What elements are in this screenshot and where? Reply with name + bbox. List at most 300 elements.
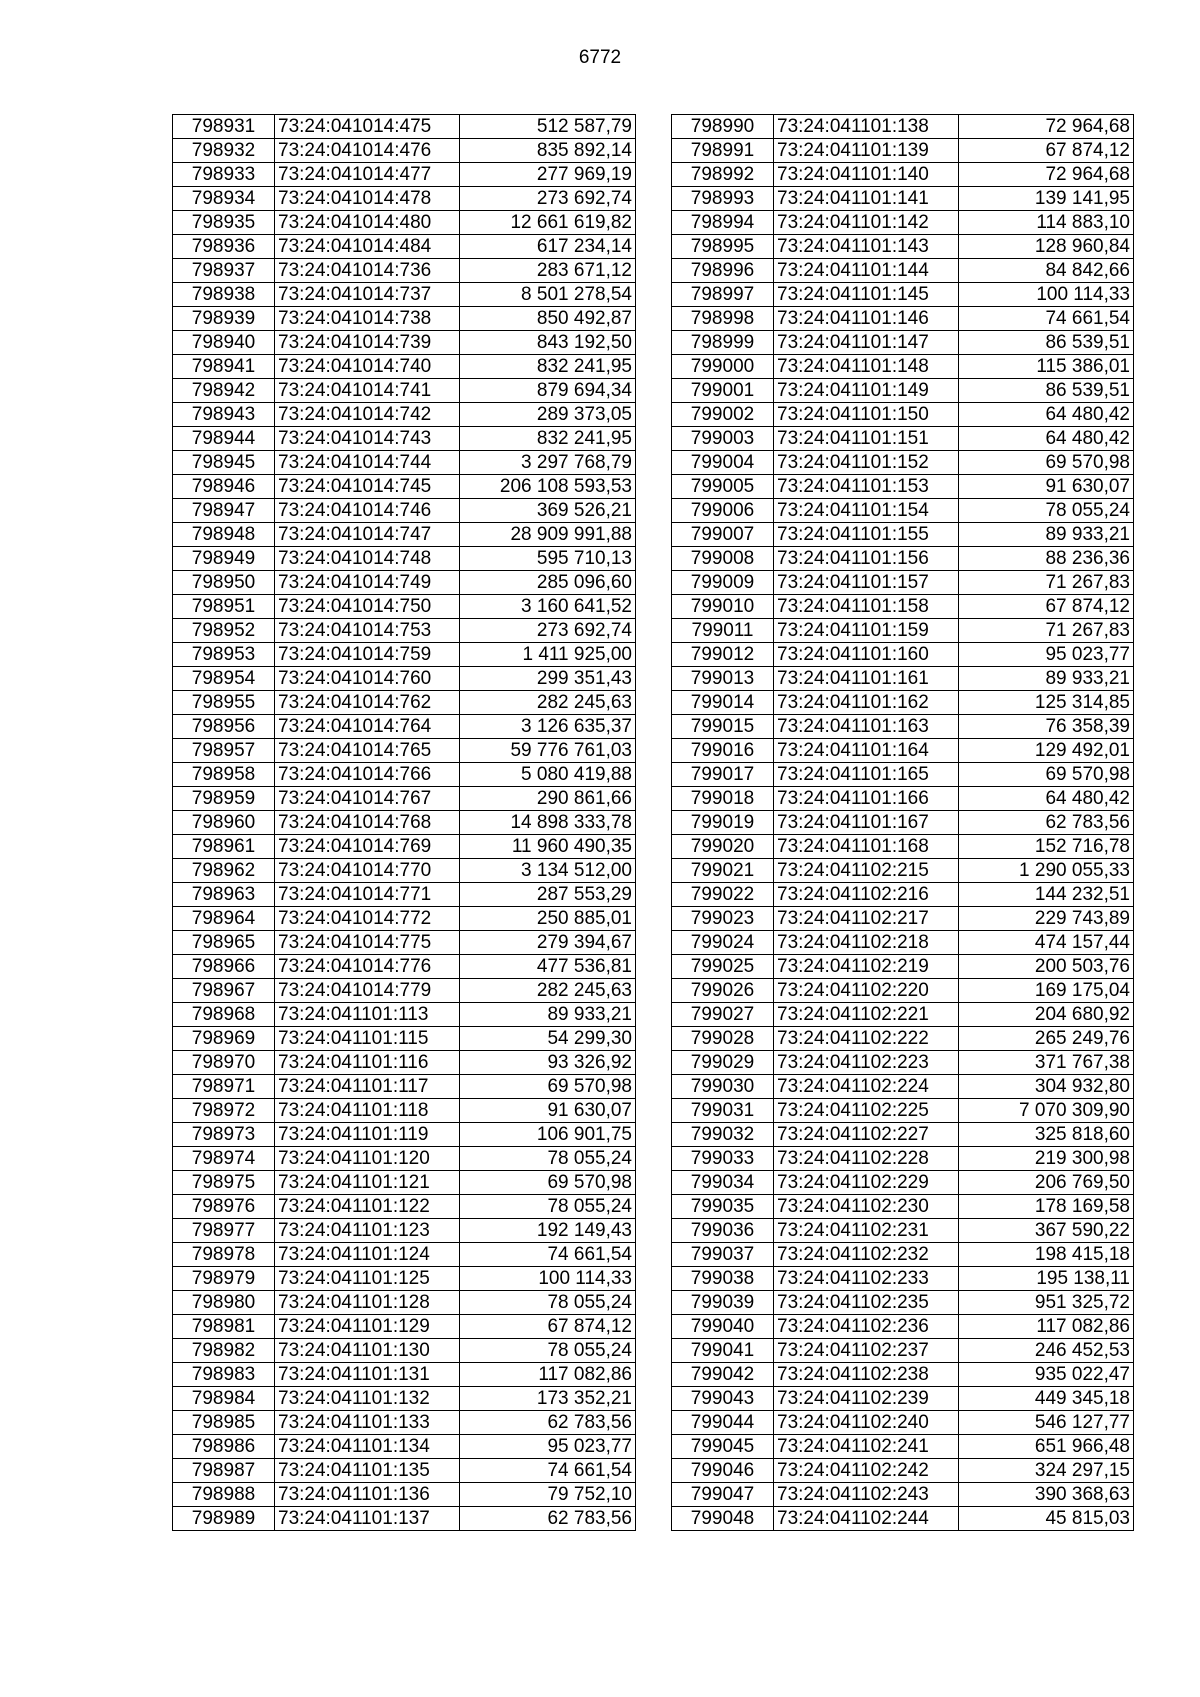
cadastral-table-left [172,114,636,1531]
value-cell: 69 570,98 [959,451,1134,475]
row-number-cell: 798964 [173,907,275,931]
value-cell: 325 818,60 [959,1123,1134,1147]
row-number-cell: 799044 [672,1411,774,1435]
cadastral-number-cell: 73:24:041014:737 [275,283,460,307]
table-row [173,139,636,163]
row-number-cell: 798982 [173,1339,275,1363]
row-number-cell: 799003 [672,427,774,451]
row-number-cell: 798999 [672,331,774,355]
value-cell: 144 232,51 [959,883,1134,907]
value-cell: 12 661 619,82 [460,211,636,235]
value-cell: 152 716,78 [959,835,1134,859]
table-row [173,1075,636,1099]
row-number-cell: 799041 [672,1339,774,1363]
cadastral-table-right [671,114,1134,1531]
table-row [672,1171,1134,1195]
value-cell: 95 023,77 [460,1435,636,1459]
cadastral-number-cell: 73:24:041101:124 [275,1243,460,1267]
value-cell: 195 138,11 [959,1267,1134,1291]
cadastral-number-cell: 73:24:041102:220 [774,979,959,1003]
table-row [173,283,636,307]
cadastral-number-cell: 73:24:041101:133 [275,1411,460,1435]
row-number-cell: 798949 [173,547,275,571]
value-cell: 128 960,84 [959,235,1134,259]
table-row [173,355,636,379]
row-number-cell: 798936 [173,235,275,259]
row-number-cell: 799011 [672,619,774,643]
value-cell: 273 692,74 [460,187,636,211]
table-row [672,1219,1134,1243]
row-number-cell: 798960 [173,811,275,835]
table-row [672,667,1134,691]
value-cell: 106 901,75 [460,1123,636,1147]
table-row [672,187,1134,211]
cadastral-number-cell: 73:24:041101:143 [774,235,959,259]
table-row [672,859,1134,883]
row-number-cell: 799012 [672,643,774,667]
table-row [672,1099,1134,1123]
table-row [672,1051,1134,1075]
table-row [173,1267,636,1291]
cadastral-number-cell: 73:24:041101:118 [275,1099,460,1123]
row-number-cell: 798963 [173,883,275,907]
row-number-cell: 799043 [672,1387,774,1411]
table-row [672,283,1134,307]
cadastral-number-cell: 73:24:041102:229 [774,1171,959,1195]
table-row [672,931,1134,955]
row-number-cell: 799017 [672,763,774,787]
value-cell: 282 245,63 [460,691,636,715]
value-cell: 72 964,68 [959,163,1134,187]
value-cell: 951 325,72 [959,1291,1134,1315]
cadastral-number-cell: 73:24:041014:736 [275,259,460,283]
table-row [173,163,636,187]
value-cell: 1 290 055,33 [959,859,1134,883]
table-row [672,835,1134,859]
value-cell: 69 570,98 [460,1171,636,1195]
table-row [672,883,1134,907]
value-cell: 89 933,21 [959,523,1134,547]
cadastral-number-cell: 73:24:041101:136 [275,1483,460,1507]
value-cell: 285 096,60 [460,571,636,595]
value-cell: 78 055,24 [959,499,1134,523]
cadastral-number-cell: 73:24:041101:160 [774,643,959,667]
table-row [672,1195,1134,1219]
cadastral-number-cell: 73:24:041101:129 [275,1315,460,1339]
value-cell: 277 969,19 [460,163,636,187]
row-number-cell: 798967 [173,979,275,1003]
table-row [173,1483,636,1507]
table-row [672,523,1134,547]
value-cell: 369 526,21 [460,499,636,523]
cadastral-number-cell: 73:24:041102:215 [774,859,959,883]
row-number-cell: 798981 [173,1315,275,1339]
value-cell: 78 055,24 [460,1291,636,1315]
table-row [672,739,1134,763]
cadastral-number-cell: 73:24:041101:161 [774,667,959,691]
table-row [173,1435,636,1459]
row-number-cell: 798943 [173,403,275,427]
value-cell: 832 241,95 [460,427,636,451]
cadastral-number-cell: 73:24:041014:769 [275,835,460,859]
row-number-cell: 798993 [672,187,774,211]
table-row [672,499,1134,523]
row-number-cell: 799000 [672,355,774,379]
table-row [672,1291,1134,1315]
table-row [672,691,1134,715]
value-cell: 95 023,77 [959,643,1134,667]
row-number-cell: 798935 [173,211,275,235]
row-number-cell: 799035 [672,1195,774,1219]
cadastral-number-cell: 73:24:041101:117 [275,1075,460,1099]
cadastral-number-cell: 73:24:041014:776 [275,955,460,979]
value-cell: 76 358,39 [959,715,1134,739]
value-cell: 617 234,14 [460,235,636,259]
table-row [672,763,1134,787]
value-cell: 86 539,51 [959,331,1134,355]
cadastral-number-cell: 73:24:041101:140 [774,163,959,187]
value-cell: 832 241,95 [460,355,636,379]
row-number-cell: 798994 [672,211,774,235]
cadastral-number-cell: 73:24:041102:228 [774,1147,959,1171]
row-number-cell: 799022 [672,883,774,907]
table-row [173,1027,636,1051]
cadastral-number-cell: 73:24:041102:222 [774,1027,959,1051]
table-row [173,235,636,259]
table-row [672,1003,1134,1027]
cadastral-number-cell: 73:24:041101:115 [275,1027,460,1051]
table-row [672,1267,1134,1291]
table-row [672,307,1134,331]
cadastral-number-cell: 73:24:041014:770 [275,859,460,883]
value-cell: 198 415,18 [959,1243,1134,1267]
value-cell: 91 630,07 [959,475,1134,499]
row-number-cell: 798934 [173,187,275,211]
cadastral-number-cell: 73:24:041014:748 [275,547,460,571]
table-row [672,355,1134,379]
table-row [672,1411,1134,1435]
row-number-cell: 799030 [672,1075,774,1099]
table-row [173,571,636,595]
value-cell: 78 055,24 [460,1147,636,1171]
cadastral-number-cell: 73:24:041101:147 [774,331,959,355]
row-number-cell: 798972 [173,1099,275,1123]
value-cell: 117 082,86 [460,1363,636,1387]
cadastral-number-cell: 73:24:041102:237 [774,1339,959,1363]
value-cell: 8 501 278,54 [460,283,636,307]
cadastral-number-cell: 73:24:041102:230 [774,1195,959,1219]
value-cell: 265 249,76 [959,1027,1134,1051]
cadastral-number-cell: 73:24:041101:132 [275,1387,460,1411]
row-number-cell: 799027 [672,1003,774,1027]
cadastral-number-cell: 73:24:041014:476 [275,139,460,163]
value-cell: 287 553,29 [460,883,636,907]
cadastral-number-cell: 73:24:041101:125 [275,1267,460,1291]
table-row [672,1075,1134,1099]
value-cell: 93 326,92 [460,1051,636,1075]
cadastral-number-cell: 73:24:041102:231 [774,1219,959,1243]
value-cell: 935 022,47 [959,1363,1134,1387]
row-number-cell: 799045 [672,1435,774,1459]
value-cell: 246 452,53 [959,1339,1134,1363]
cadastral-number-cell: 73:24:041014:739 [275,331,460,355]
table-row [173,547,636,571]
value-cell: 129 492,01 [959,739,1134,763]
cadastral-number-cell: 73:24:041101:145 [774,283,959,307]
value-cell: 512 587,79 [460,115,636,139]
row-number-cell: 799038 [672,1267,774,1291]
cadastral-number-cell: 73:24:041101:119 [275,1123,460,1147]
table-row [672,1315,1134,1339]
row-number-cell: 798968 [173,1003,275,1027]
cadastral-number-cell: 73:24:041014:475 [275,115,460,139]
cadastral-number-cell: 73:24:041102:235 [774,1291,959,1315]
value-cell: 206 769,50 [959,1171,1134,1195]
row-number-cell: 798971 [173,1075,275,1099]
row-number-cell: 798995 [672,235,774,259]
table-row [173,1171,636,1195]
value-cell: 28 909 991,88 [460,523,636,547]
row-number-cell: 799006 [672,499,774,523]
cadastral-number-cell: 73:24:041014:762 [275,691,460,715]
value-cell: 835 892,14 [460,139,636,163]
row-number-cell: 798986 [173,1435,275,1459]
table-row [173,1459,636,1483]
row-number-cell: 798931 [173,115,275,139]
table-row [672,979,1134,1003]
table-row [173,331,636,355]
value-cell: 477 536,81 [460,955,636,979]
row-number-cell: 798989 [173,1507,275,1531]
table-row [672,787,1134,811]
row-number-cell: 798959 [173,787,275,811]
table-row [672,1483,1134,1507]
table-row [173,379,636,403]
cadastral-number-cell: 73:24:041101:155 [774,523,959,547]
cadastral-number-cell: 73:24:041101:134 [275,1435,460,1459]
cadastral-number-cell: 73:24:041101:167 [774,811,959,835]
value-cell: 64 480,42 [959,403,1134,427]
cadastral-number-cell: 73:24:041101:162 [774,691,959,715]
cadastral-number-cell: 73:24:041102:216 [774,883,959,907]
table-row [672,403,1134,427]
value-cell: 78 055,24 [460,1339,636,1363]
cadastral-number-cell: 73:24:041102:225 [774,1099,959,1123]
row-number-cell: 798969 [173,1027,275,1051]
table-row [173,1123,636,1147]
cadastral-number-cell: 73:24:041101:130 [275,1339,460,1363]
value-cell: 115 386,01 [959,355,1134,379]
cadastral-number-cell: 73:24:041101:131 [275,1363,460,1387]
row-number-cell: 798996 [672,259,774,283]
row-number-cell: 799018 [672,787,774,811]
cadastral-number-cell: 73:24:041101:165 [774,763,959,787]
row-number-cell: 799031 [672,1099,774,1123]
value-cell: 67 874,12 [959,595,1134,619]
row-number-cell: 798975 [173,1171,275,1195]
value-cell: 74 661,54 [460,1459,636,1483]
value-cell: 283 671,12 [460,259,636,283]
row-number-cell: 799008 [672,547,774,571]
table-row [173,187,636,211]
value-cell: 71 267,83 [959,571,1134,595]
value-cell: 74 661,54 [460,1243,636,1267]
table-row [173,739,636,763]
cadastral-number-cell: 73:24:041101:113 [275,1003,460,1027]
table-row [672,331,1134,355]
value-cell: 139 141,95 [959,187,1134,211]
table-row [173,451,636,475]
row-number-cell: 799025 [672,955,774,979]
table-row [173,523,636,547]
row-number-cell: 798992 [672,163,774,187]
row-number-cell: 798978 [173,1243,275,1267]
cadastral-number-cell: 73:24:041102:236 [774,1315,959,1339]
cadastral-number-cell: 73:24:041014:738 [275,307,460,331]
row-number-cell: 798957 [173,739,275,763]
table-row [672,475,1134,499]
cadastral-number-cell: 73:24:041014:753 [275,619,460,643]
row-number-cell: 799007 [672,523,774,547]
value-cell: 850 492,87 [460,307,636,331]
row-number-cell: 799033 [672,1147,774,1171]
table-row [173,787,636,811]
value-cell: 64 480,42 [959,787,1134,811]
table-row [173,475,636,499]
cadastral-number-cell: 73:24:041101:146 [774,307,959,331]
row-number-cell: 798985 [173,1411,275,1435]
cadastral-number-cell: 73:24:041101:123 [275,1219,460,1243]
table-row [672,1459,1134,1483]
cadastral-number-cell: 73:24:041101:121 [275,1171,460,1195]
value-cell: 84 842,66 [959,259,1134,283]
row-number-cell: 799014 [672,691,774,715]
value-cell: 54 299,30 [460,1027,636,1051]
value-cell: 117 082,86 [959,1315,1134,1339]
value-cell: 371 767,38 [959,1051,1134,1075]
table-row [672,571,1134,595]
cadastral-number-cell: 73:24:041101:142 [774,211,959,235]
table-row [672,619,1134,643]
cadastral-number-cell: 73:24:041014:765 [275,739,460,763]
cadastral-number-cell: 73:24:041101:128 [275,1291,460,1315]
table-row [672,379,1134,403]
row-number-cell: 798951 [173,595,275,619]
value-cell: 289 373,05 [460,403,636,427]
cadastral-number-cell: 73:24:041101:163 [774,715,959,739]
row-number-cell: 799028 [672,1027,774,1051]
table-row [672,235,1134,259]
cadastral-number-cell: 73:24:041102:227 [774,1123,959,1147]
row-number-cell: 799046 [672,1459,774,1483]
value-cell: 206 108 593,53 [460,475,636,499]
table-row [672,1147,1134,1171]
cadastral-number-cell: 73:24:041101:116 [275,1051,460,1075]
cadastral-number-cell: 73:24:041014:760 [275,667,460,691]
cadastral-number-cell: 73:24:041101:157 [774,571,959,595]
value-cell: 79 752,10 [460,1483,636,1507]
value-cell: 282 245,63 [460,979,636,1003]
cadastral-number-cell: 73:24:041014:478 [275,187,460,211]
cadastral-number-cell: 73:24:041014:747 [275,523,460,547]
row-number-cell: 798997 [672,283,774,307]
value-cell: 390 368,63 [959,1483,1134,1507]
row-number-cell: 799042 [672,1363,774,1387]
value-cell: 273 692,74 [460,619,636,643]
row-number-cell: 798944 [173,427,275,451]
row-number-cell: 799002 [672,403,774,427]
value-cell: 178 169,58 [959,1195,1134,1219]
table-row [173,259,636,283]
row-number-cell: 798990 [672,115,774,139]
value-cell: 91 630,07 [460,1099,636,1123]
value-cell: 200 503,76 [959,955,1134,979]
value-cell: 279 394,67 [460,931,636,955]
table-row [173,883,636,907]
value-cell: 3 126 635,37 [460,715,636,739]
cadastral-number-cell: 73:24:041014:742 [275,403,460,427]
value-cell: 86 539,51 [959,379,1134,403]
row-number-cell: 798988 [173,1483,275,1507]
cadastral-number-cell: 73:24:041101:168 [774,835,959,859]
table-row [173,1051,636,1075]
value-cell: 290 861,66 [460,787,636,811]
table-row [672,1387,1134,1411]
value-cell: 14 898 333,78 [460,811,636,835]
row-number-cell: 798942 [173,379,275,403]
value-cell: 100 114,33 [460,1267,636,1291]
table-row [672,427,1134,451]
cadastral-number-cell: 73:24:041014:764 [275,715,460,739]
value-cell: 546 127,77 [959,1411,1134,1435]
value-cell: 169 175,04 [959,979,1134,1003]
value-cell: 89 933,21 [460,1003,636,1027]
table-row [672,211,1134,235]
value-cell: 595 710,13 [460,547,636,571]
cadastral-number-cell: 73:24:041014:759 [275,643,460,667]
table-row [173,1411,636,1435]
row-number-cell: 799047 [672,1483,774,1507]
value-cell: 304 932,80 [959,1075,1134,1099]
table-row [672,595,1134,619]
cadastral-number-cell: 73:24:041014:775 [275,931,460,955]
value-cell: 367 590,22 [959,1219,1134,1243]
cadastral-number-cell: 73:24:041101:120 [275,1147,460,1171]
cadastral-number-cell: 73:24:041101:135 [275,1459,460,1483]
row-number-cell: 798933 [173,163,275,187]
row-number-cell: 798966 [173,955,275,979]
table-row [173,211,636,235]
table-row [173,763,636,787]
row-number-cell: 799021 [672,859,774,883]
table-row [173,811,636,835]
table-row [173,403,636,427]
row-number-cell: 798946 [173,475,275,499]
table-row [672,163,1134,187]
row-number-cell: 798941 [173,355,275,379]
cadastral-number-cell: 73:24:041101:158 [774,595,959,619]
cadastral-number-cell: 73:24:041102:218 [774,931,959,955]
cadastral-number-cell: 73:24:041014:477 [275,163,460,187]
row-number-cell: 799001 [672,379,774,403]
value-cell: 173 352,21 [460,1387,636,1411]
table-row [173,307,636,331]
table-row [672,139,1134,163]
row-number-cell: 799037 [672,1243,774,1267]
cadastral-number-cell: 73:24:041102:224 [774,1075,959,1099]
row-number-cell: 798955 [173,691,275,715]
row-number-cell: 798961 [173,835,275,859]
